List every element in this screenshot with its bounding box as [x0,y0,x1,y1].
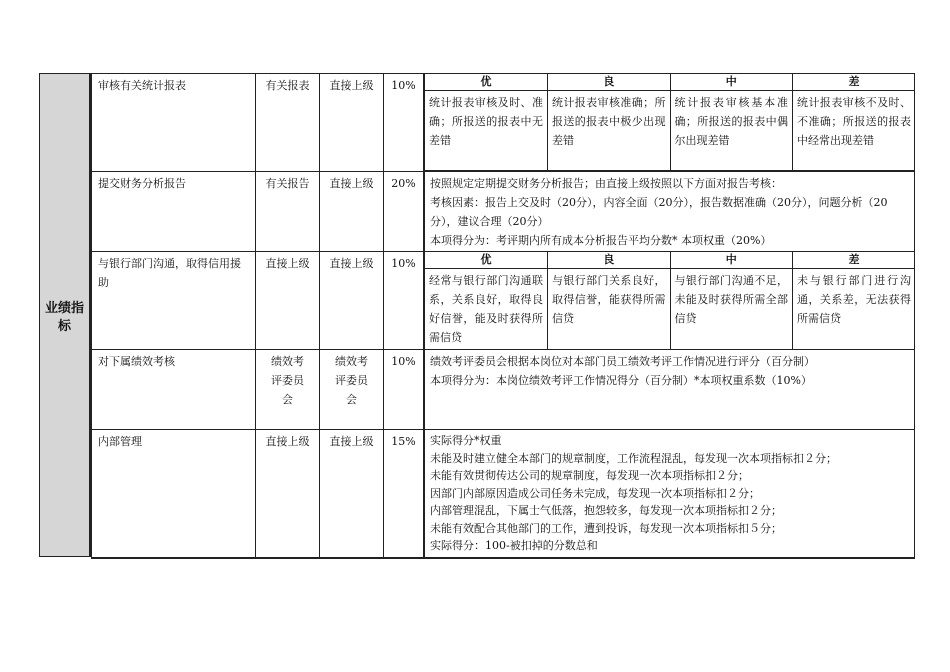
grade-header-poor: 差 [793,252,916,269]
category-label [40,300,89,336]
data-source: 绩效考评委员会 [255,350,319,429]
indicator-name: 对下属绩效考核 [91,350,255,429]
table-row [91,73,915,171]
grade-header-excellent: 优 [425,252,548,269]
evaluator: 直接上级 [319,430,383,557]
weight: 10% [383,252,423,349]
category-label-text: 业绩指标 [44,301,84,334]
description-line: 未能及时建立健全本部门的规章制度，工作流程混乱，每发现一次本项指标扣２分； [430,451,837,465]
description-line: 未能有效配合其他部门的工作，遭到投诉，每发现一次本项指标扣５分； [430,521,782,535]
indicator-name: 内部管理 [91,430,255,557]
evaluator: 直接上级 [319,252,383,349]
description-line: 未能有效贯彻传达公司的规章制度，每发现一次本项指标扣２分； [430,469,749,482]
data-source: 有关报告 [255,172,319,251]
grade-fair-text: 与银行部门沟通不足，未能及时获得所需全部信贷 [670,269,793,350]
grade-header-poor: 差 [793,74,916,91]
description-line: 实际得分*权重 [430,434,502,447]
data-source: 直接上级 [255,252,319,349]
performance-table [39,73,915,559]
grade-header-excellent: 优 [425,74,548,91]
evaluator: 直接上级 [319,74,383,171]
description-line: 实际得分：100-被扣掉的分数总和 [430,539,598,552]
grade-criteria [423,74,915,171]
data-source: 有关报表 [255,74,319,171]
grade-poor-text: 统计报表审核不及时、不准确；所报送的报表中经常出现差错 [793,91,916,171]
weight: 10% [383,350,423,429]
grade-table [425,252,915,350]
description-line: 因部门内部原因造成公司任务未完成，每发现一次本项指标扣２分； [430,486,760,500]
assessment-description [423,430,915,557]
weight: 20% [383,172,423,251]
category-column [39,73,91,557]
description-line: 本项得分为：考评期内所有成本分析报告平均分数* 本项权重（20%） [430,234,772,247]
grade-header-good: 良 [548,252,671,269]
grade-header-fair: 中 [670,252,793,269]
assessment-description [423,350,915,429]
data-source: 直接上级 [255,430,319,557]
description-line: 内部管理混乱，下属士气低落，抱怨较多，每发现一次本项指标扣２分； [430,504,782,517]
table-row [91,251,915,349]
grade-fair-text: 统计报表审核基本准确；所报送的报表中偶尔出现差错 [670,91,793,171]
table-row [91,171,915,251]
table-row [91,349,915,429]
grade-poor-text: 未与银行部门进行沟通，关系差，无法获得所需信贷 [793,269,916,350]
weight: 10% [383,74,423,171]
indicator-name: 与银行部门沟通，取得信用援助 [91,252,255,349]
grade-good-text: 与银行部门关系良好，取得信誉，能获得所需信贷 [548,269,671,350]
indicator-name: 提交财务分析报告 [91,172,255,251]
grade-criteria [423,252,915,349]
description-line: 考核因素：报告上交及时（20分），内容全面（20分），报告数据准确（20分），问题分析（20分），建议合理（20分） [430,196,888,228]
grade-header-good: 良 [548,74,671,91]
table-row [91,429,915,559]
description-line: 绩效考评委员会根据本岗位对本部门员工绩效考评工作情况进行评分（百分制） [430,355,815,368]
grade-excellent-text: 统计报表审核及时、准确；所报送的报表中无差错 [425,91,548,171]
indicator-name: 审核有关统计报表 [91,74,255,171]
grade-good-text: 统计报表审核准确；所报送的报表中极少出现差错 [548,91,671,171]
description-line: 按照规定定期提交财务分析报告；由直接上级按照以下方面对报告考核： [430,177,782,190]
assessment-description [423,172,915,251]
grade-excellent-text: 经常与银行部门沟通联系，关系良好，取得良好信誉，能及时获得所需信贷 [425,269,548,350]
grade-header-fair: 中 [670,74,793,91]
weight: 15% [383,430,423,557]
evaluator: 绩效考评委员会 [319,350,383,429]
evaluator: 直接上级 [319,172,383,251]
description-line: 本项得分为：本岗位绩效考评工作情况得分（百分制）*本项权重系数（10%） [430,374,812,387]
grade-table [425,74,915,171]
